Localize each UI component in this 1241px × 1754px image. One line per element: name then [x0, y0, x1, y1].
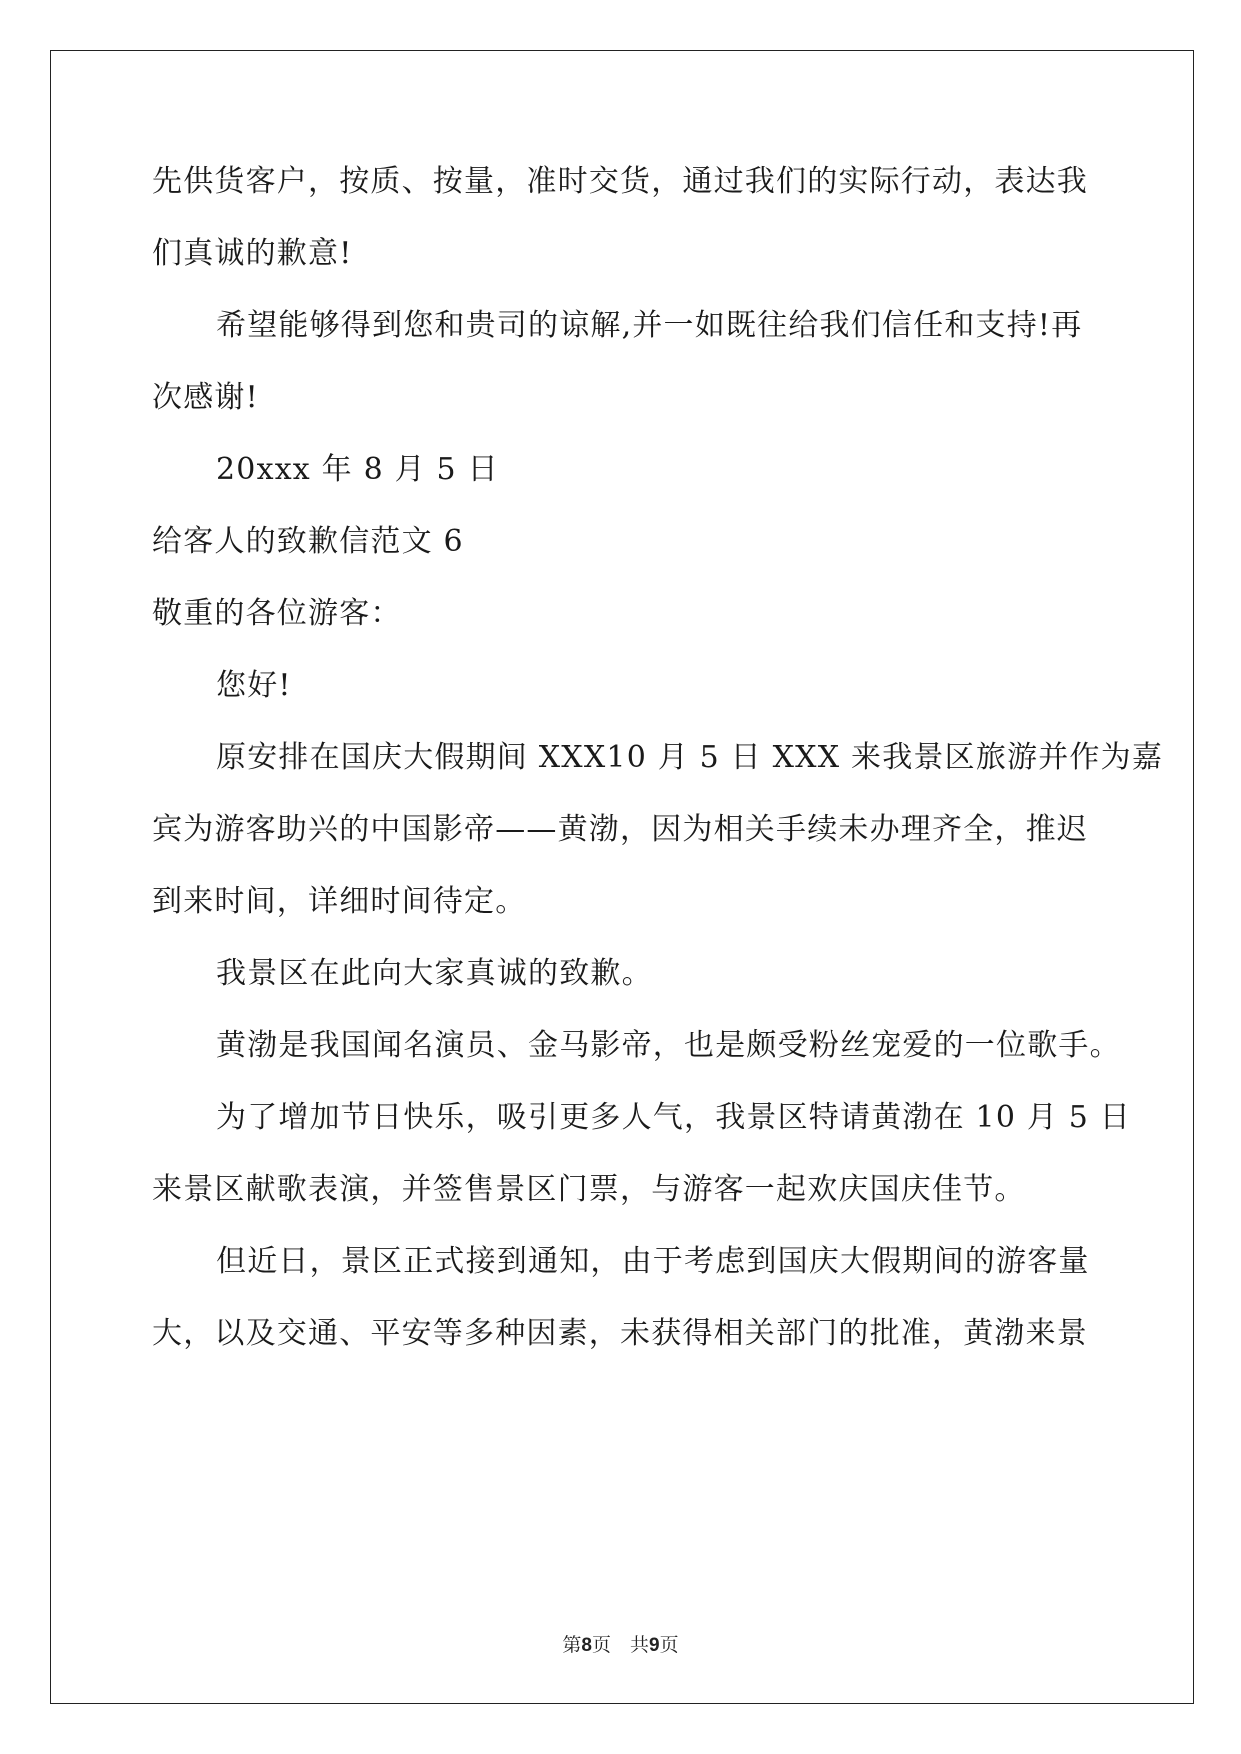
text-line-9: 原安排在国庆大假期间 XXX10 月 5 日 XXX 来我景区旅游并作为嘉	[216, 740, 1164, 775]
text-line-17: 大，以及交通、平安等多种因素，未获得相关部门的批准，黄渤来景	[152, 1316, 1088, 1351]
document-body	[152, 164, 1164, 1388]
text-line-14: 为了增加节日快乐，吸引更多人气，我景区特请黄渤在 10 月 5 日	[216, 1100, 1132, 1135]
text-line-16: 但近日，景区正式接到通知，由于考虑到国庆大假期间的游客量	[216, 1244, 1090, 1279]
page-footer	[0, 1630, 1241, 1657]
text-line-12: 我景区在此向大家真诚的致歉。	[216, 956, 653, 991]
footer-suffix: 页	[659, 1634, 679, 1656]
total-page-number: 9	[649, 1635, 660, 1656]
text-line-11: 到来时间，详细时间待定。	[152, 884, 527, 919]
text-line-10: 宾为游客助兴的中国影帝——黄渤，因为相关手续未办理齐全，推迟	[152, 812, 1088, 847]
footer-middle: 页 共	[591, 1634, 649, 1656]
salutation: 敬重的各位游客：	[152, 596, 402, 631]
footer-prefix: 第	[562, 1634, 582, 1656]
text-line-15: 来景区献歌表演，并签售景区门票，与游客一起欢庆国庆佳节。	[152, 1172, 1026, 1207]
text-line-13: 黄渤是我国闻名演员、金马影帝，也是颇受粉丝宠爱的一位歌手。	[216, 1028, 1121, 1063]
text-line-4: 次感谢!	[152, 380, 259, 415]
date-line: 20xxx 年 8 月 5 日	[216, 452, 499, 487]
greeting: 您好!	[216, 668, 292, 703]
current-page-number: 8	[581, 1635, 592, 1656]
section-title: 给客人的致歉信范文 6	[152, 524, 464, 559]
text-line-3: 希望能够得到您和贵司的谅解,并一如既往给我们信任和支持!再	[216, 308, 1083, 343]
text-line-2: 们真诚的歉意!	[152, 236, 353, 271]
text-line-1: 先供货客户，按质、按量，准时交货，通过我们的实际行动，表达我	[152, 164, 1088, 199]
